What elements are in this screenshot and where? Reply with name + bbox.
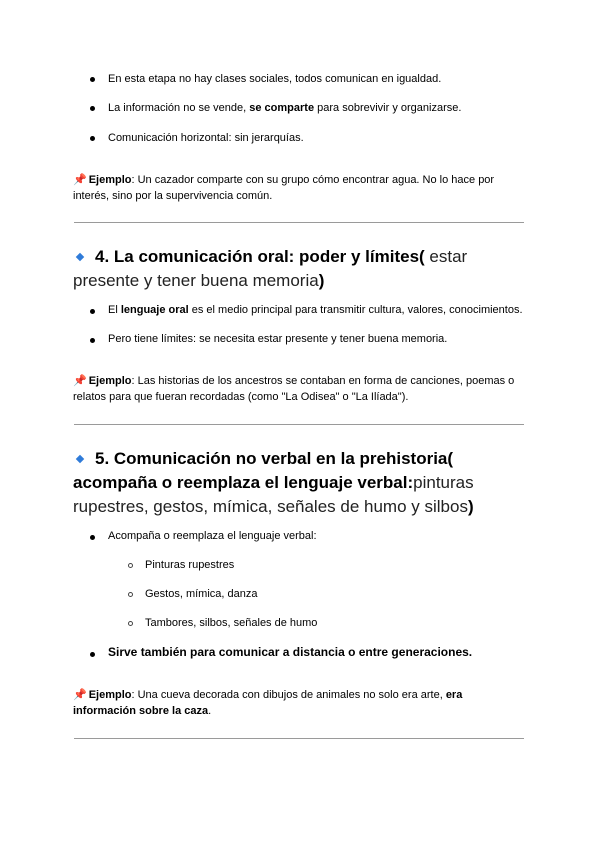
horizontal-divider [74, 424, 524, 425]
example-paragraph: 📌 Ejemplo: Una cueva decorada con dibujos de animales no solo era arte, era información sobre la caza. [73, 689, 463, 717]
sub-bullet-circle [128, 621, 133, 626]
list-item: La información no se vende, se comparte para sobrevivir y organizarse. [108, 102, 462, 114]
list-item: Acompaña o reemplaza el lenguaje verbal: [108, 530, 317, 542]
diamond-icon [76, 252, 84, 260]
pushpin-icon: 📌 [73, 174, 87, 186]
list-item: Sirve también para comunicar a distancia o entre generaciones. [108, 645, 473, 659]
diamond-icon [76, 454, 84, 462]
example-paragraph: 📌 Ejemplo: Un cazador comparte con su grupo cómo encontrar agua. No lo hace por interés, sino por la supervivencia común. [73, 174, 495, 202]
bullet-dot [90, 77, 95, 82]
list-item: En esta etapa no hay clases sociales, todos comunican en igualdad. [108, 73, 442, 85]
pushpin-icon: 📌 [73, 375, 87, 387]
sub-bullet-circle [128, 592, 133, 597]
bullet-dot [90, 535, 95, 540]
list-item: Comunicación horizontal: sin jerarquías. [108, 132, 304, 144]
list-item: Pinturas rupestres [145, 559, 235, 571]
list-item: Tambores, silbos, señales de humo [145, 617, 318, 629]
bullet-dot [90, 309, 95, 314]
pushpin-icon: 📌 [73, 689, 87, 701]
bullet-dot [90, 652, 95, 657]
horizontal-divider [74, 738, 524, 739]
sub-bullet-circle [128, 563, 133, 568]
section-heading: 4. La comunicación oral: poder y límites( estar presente y tener buena memoria) [73, 247, 468, 290]
horizontal-divider [74, 222, 524, 223]
section-heading: 5. Comunicación no verbal en la prehistoria( acompaña o reemplaza el lenguaje verbal:pinturas rupestres, gestos, mímica, señales de humo y silbos) [73, 449, 474, 516]
list-item: El lenguaje oral es el medio principal para transmitir cultura, valores, conocimientos. [108, 304, 523, 316]
example-paragraph: 📌 Ejemplo: Las historias de los ancestros se contaban en forma de canciones, poemas o relatos para que fueran recordadas (como "La Odisea" o "La Ilíada"). [73, 375, 515, 403]
list-item: Pero tiene límites: se necesita estar presente y tener buena memoria. [108, 333, 448, 345]
list-item: Gestos, mímica, danza [145, 588, 258, 600]
bullet-dot [90, 136, 95, 141]
bullet-dot [90, 338, 95, 343]
bullet-dot [90, 106, 95, 111]
